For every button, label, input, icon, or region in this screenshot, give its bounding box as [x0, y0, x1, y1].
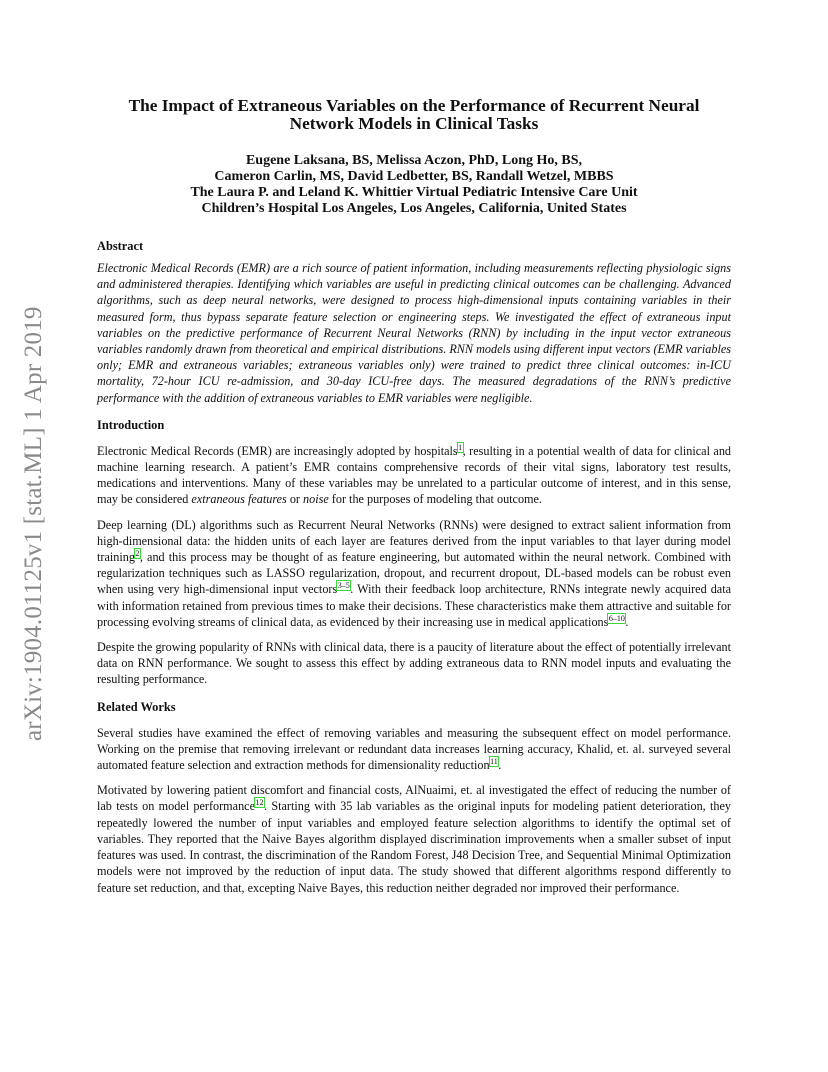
citation-link[interactable]: 2	[135, 548, 140, 558]
related-works-heading: Related Works	[97, 699, 176, 714]
introduction-paragraph-2: Deep learning (DL) algorithms such as Recurrent Neural Networks (RNNs) were designed to extract salient information from high-dimensional data: the hidden units of each layer are features derived from the input variables to that layer during model training$^2$, and this process may be thought of as feature engineering, but automated within the neural network. Combined with regularization techniques such as LASSO regularization, dropout, and recurrent dropout, DL-based models can be robust even when using very high-dimensional input vectors$^{3-5}$. With their feedback loop architecture, RNNs integrate newly acquired data with information retained from previous times to make their decisions. These characteristics make them attractive and suitable for processing evolving streams of clinical data, as evidenced by their increasing use in medical applications$^{6-10}$.	[97, 517, 732, 629]
title-line: The Impact of Extraneous Variables on the Performance of Recurrent Neural	[128, 96, 700, 115]
citation-link[interactable]: 6–10	[608, 613, 625, 623]
introduction-paragraph-1: Electronic Medical Records (EMR) are increasingly adopted by hospitals$^1$, resulting in a potential wealth of data for clinical and machine learning research. A patient’s EMR contains comprehensive records of their vital signs, laboratory test results, medications and interventions. Many of these variables may be unrelated to a particular outcome of interest, and in this sense, may be considered extraneous features or noise for the purposes of modeling that outcome.	[97, 442, 732, 507]
affiliation-line: The Laura P. and Leland K. Whittier Virtual Pediatric Intensive Care Unit	[190, 185, 638, 200]
citation-link[interactable]: 11	[490, 757, 498, 767]
introduction-heading: Introduction	[97, 417, 165, 432]
citation-link[interactable]: 12	[255, 798, 264, 808]
citation-link[interactable]: 1	[458, 442, 463, 452]
abstract-heading: Abstract	[97, 239, 144, 253]
title-line: Network Models in Clinical Tasks	[289, 114, 539, 133]
abstract-text: Electronic Medical Records (EMR) are a rich source of patient information, including measurements reflecting physiologic signs and administered therapies. Identifying which variables are useful in predicting clinical outcomes can be challenging. Advanced algorithms, such as deep neural networks, were designed to process high-dimensional inputs containing variables in their measured form, thus bypass separate feature selection or engineering steps. We investigated the effect of extraneous input variables on the predictive performance of Recurrent Neural Networks (RNN) by including in the input vector extraneous variables randomly drawn from theoretical and empirical distributions. RNN models using different input vectors (EMR variables only; EMR and extraneous variables; extraneous variables only) were trained to predict three clinical outcomes: in-ICU mortality, 72-hour ICU re-admission, and 30-day ICU-free days. The measured degradations of the RNN’s predictive performance with the addition of extraneous variables to EMR variables were negligible.	[97, 261, 731, 405]
related-works-paragraph-1: Several studies have examined the effect of removing variables and measuring the subsequent effect on model performance. Working on the premise that removing irrelevant or redundant data increases learning accuracy, Khalid, et. al. surveyed several automated feature selection and extraction methods for dimensionality reduction$^{11}$.	[97, 725, 731, 773]
paper-title	[97, 97, 731, 133]
paper-page	[97, 97, 731, 896]
introduction-paragraph-3: Despite the growing popularity of RNNs with clinical data, there is a paucity of literature about the effect of potentially irrelevant data on RNN performance. We sought to assess this effect by adding extraneous data to RNN model inputs and evaluating the resulting performance.	[97, 640, 731, 687]
author-block	[97, 153, 731, 217]
citation-link[interactable]: 3–5	[337, 581, 350, 591]
author-line: Cameron Carlin, MS, David Ledbetter, BS, Randall Wetzel, MBBS	[214, 169, 614, 184]
author-line: Eugene Laksana, BS, Melissa Aczon, PhD, Long Ho, BS,	[245, 153, 583, 168]
affiliation-line: Children’s Hospital Los Angeles, Los Angeles, California, United States	[201, 201, 627, 216]
arxiv-identifier-stamp: arXiv:1904.01125v1 [stat.ML] 1 Apr 2019	[20, 306, 47, 742]
related-works-paragraph-2: Motivated by lowering patient discomfort and financial costs, AlNuaimi, et. al investigated the effect of reducing the number of lab tests on model performance$^{12}$. Starting with 35 lab variables as the original inputs for modeling patient deterioration, they repeatedly lowered the number of input variables and employed feature selection algorithms to identify the optimal set of variables. They reported that the Naive Bayes algorithm displayed discrimination improvements when a smaller subset of input features was used. In contrast, the discrimination of the Random Forest, J48 Decision Tree, and Sequential Minimal Optimization models were not improved by the reduction of input data. The study showed that different algorithms respond differently to feature set reduction, and that, excepting Naive Bayes, this reduction neither degraded nor improved their performance.	[97, 783, 732, 895]
